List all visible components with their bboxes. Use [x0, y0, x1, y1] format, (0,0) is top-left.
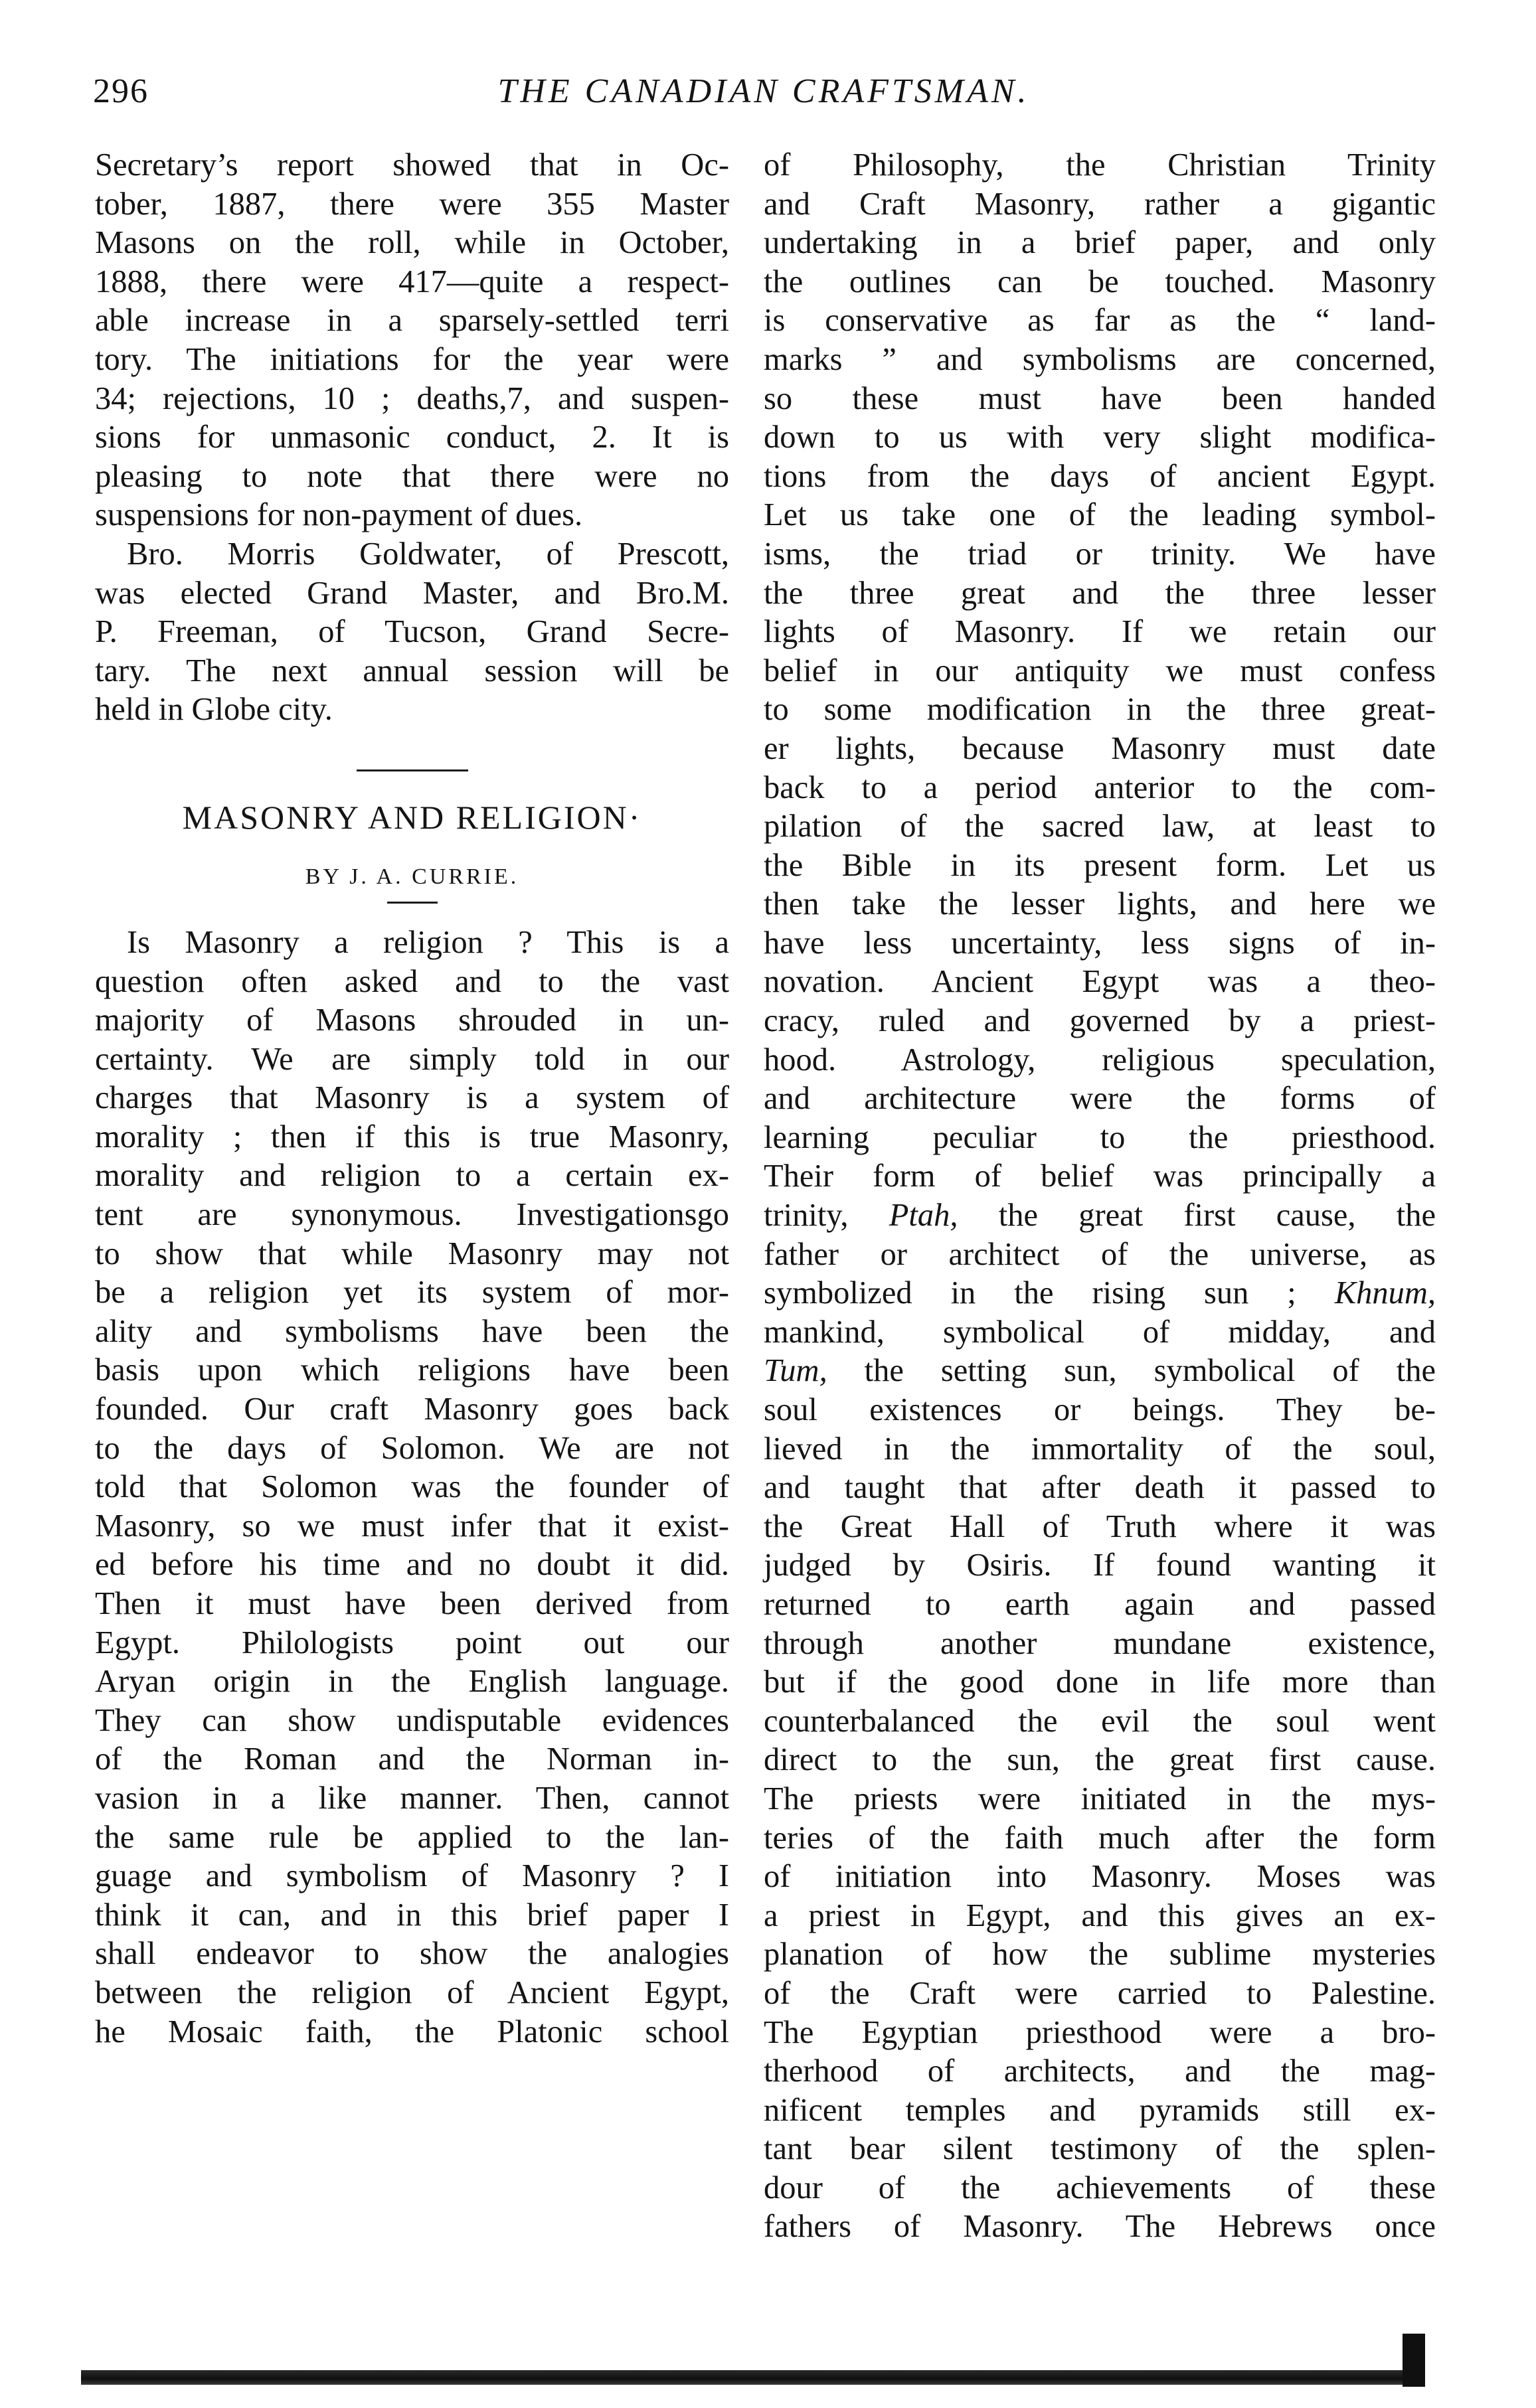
election-paragraph [95, 535, 729, 730]
text-line: of Philosophy, the Christian Trinity [764, 147, 1436, 183]
text-line: the outlines can be touched. Masonry [764, 264, 1436, 299]
text-line: belief in our antiquity we must confess [764, 653, 1436, 688]
text-line: think it can, and in this brief paper I [95, 1897, 729, 1933]
text-line: sions for unmasonic conduct, 2. It is [95, 420, 729, 455]
text-line: tant bear silent testimony of the splen- [764, 2131, 1436, 2167]
journal-title: THE CANADIAN CRAFTSMAN. [497, 72, 1030, 110]
text-line: lieved in the immortality of the soul, [764, 1431, 1436, 1467]
text-line: ality and symbolisms have been the [95, 1313, 729, 1349]
page-bottom-rule-end [1403, 2334, 1425, 2387]
text-line: father or architect of the universe, as [764, 1236, 1436, 1272]
text-line: Egypt. Philologists point out our [95, 1625, 729, 1660]
text-line: teries of the faith much after the form [764, 1820, 1436, 1856]
text-line: the Bible in its present form. Let us [764, 847, 1436, 883]
text-line: undertaking in a brief paper, and only [764, 225, 1436, 261]
text-line: dour of the achievements of these [764, 2170, 1436, 2206]
text-line: planation of how the sublime mysteries [764, 1937, 1436, 1972]
text-line: tary. The next annual session will be [95, 653, 729, 688]
text-line: judged by Osiris. If found wanting it [764, 1548, 1436, 1583]
text-line: and architecture were the forms of [764, 1081, 1436, 1117]
text-line: 34; rejections, 10 ; deaths,7, and suspen- [95, 380, 729, 416]
text-line: between the religion of Ancient Egypt, [95, 1974, 729, 2010]
text-line: is conservative as far as the “ land- [764, 303, 1436, 339]
text-line: Aryan origin in the English language. [95, 1664, 729, 1700]
text-line: isms, the triad or trinity. We have [764, 536, 1436, 572]
text-line: Let us take one of the leading symbol- [764, 497, 1436, 533]
text-line: Secretary’s report showed that in Oc- [95, 147, 729, 183]
article-title: MASONRY AND RELIGION· [182, 798, 642, 836]
text-line: counterbalanced the evil the soul went [764, 1703, 1436, 1739]
text-line: 1888, there were 417—quite a respect- [95, 264, 729, 299]
text-line: They can show undisputable evidences [95, 1702, 729, 1738]
article-body-right [764, 146, 1436, 2247]
deity-name: Ptah, [889, 1198, 958, 1234]
text-line: founded. Our craft Masonry goes back [95, 1392, 729, 1427]
text-line: told that Solomon was the founder of [95, 1469, 729, 1505]
text-line: he Mosaic faith, the Platonic school [95, 2014, 729, 2049]
article-byline: BY J. A. CURRIE. [305, 864, 519, 889]
text-line: the Great Hall of Truth where it was [764, 1508, 1436, 1544]
right-column [764, 146, 1436, 2247]
text-line: a priest in Egypt, and this gives an ex- [764, 1897, 1436, 1933]
text-line: tions from the days of ancient Egypt. [764, 458, 1436, 494]
text-line [764, 1274, 1436, 1313]
text-line: to some modification in the three great- [764, 692, 1436, 728]
text-line: marks ” and symbolisms are concerned, [764, 341, 1436, 377]
text-line: Their form of belief was principally a [764, 1159, 1436, 1194]
text-line: to the days of Solomon. We are not [95, 1430, 729, 1466]
text-line: tory. The initiations for the year were [95, 341, 729, 377]
section-divider [357, 769, 468, 771]
text-line: vasion in a like manner. Then, cannot [95, 1780, 729, 1816]
text-line: of initiation into Masonry. Moses was [764, 1859, 1436, 1895]
text-line: have less uncertainty, less signs of in- [764, 925, 1436, 961]
text-line: was elected Grand Master, and Bro.M. [95, 575, 729, 611]
text-line: mankind, symbolical of midday, and [764, 1314, 1436, 1350]
page-number: 296 [93, 72, 149, 110]
text-line: of the Craft were carried to Palestine. [764, 1975, 1436, 2011]
text-line: basis upon which religions have been [95, 1352, 729, 1388]
text-line: be a religion yet its system of mor- [95, 1275, 729, 1311]
line-fragment: symbolized in the rising sun ; [764, 1275, 1296, 1311]
text-line: but if the good done in life more than [764, 1664, 1436, 1700]
text-line: novation. Ancient Egypt was a theo- [764, 964, 1436, 1000]
text-line: pilation of the sacred law, at least to [764, 809, 1436, 844]
page-bottom-rule [81, 2370, 1422, 2385]
text-line: pleasing to note that there were no [95, 458, 729, 494]
text-line: Bro. Morris Goldwater, of Prescott, [127, 536, 729, 572]
text-line: hood. Astrology, religious speculation, [764, 1042, 1436, 1078]
text-line: nificent temples and pyramids still ex- [764, 2092, 1436, 2128]
text-line: ed before his time and no doubt it did. [95, 1547, 729, 1583]
text-line: down to us with very slight modifica- [764, 420, 1436, 455]
line-fragment: the setting sun, symbolical of the [864, 1353, 1436, 1389]
byline-divider [387, 902, 438, 904]
text-line: to show that while Masonry may not [95, 1236, 729, 1271]
text-line: the three great and the three lesser [764, 575, 1436, 611]
text-line: certainty. We are simply told in our [95, 1041, 729, 1077]
text-line: morality and religion to a certain ex- [95, 1158, 729, 1194]
running-head [93, 72, 1434, 118]
text-line: therhood of architects, and the mag- [764, 2053, 1436, 2089]
text-line: charges that Masonry is a system of [95, 1080, 729, 1116]
text-line: tober, 1887, there were 355 Master [95, 186, 729, 222]
deity-name: Khnum, [1334, 1275, 1436, 1311]
text-line: back to a period anterior to the com- [764, 769, 1436, 805]
text-line: direct to the sun, the great first cause. [764, 1742, 1436, 1778]
text-line: so these must have been handed [764, 380, 1436, 416]
text-line: held in Globe city. [95, 692, 333, 728]
text-line: er lights, because Masonry must date [764, 730, 1436, 766]
left-column [95, 146, 729, 2051]
text-line: and Craft Masonry, rather a gigantic [764, 186, 1436, 222]
text-line: lights of Masonry. If we retain our [764, 614, 1436, 650]
text-line: tent are synonymous. Investigationsgo [95, 1197, 729, 1233]
article-body-left [95, 923, 729, 2051]
text-line: then take the lesser lights, and here we [764, 886, 1436, 922]
text-line: soul existences or beings. They be- [764, 1392, 1436, 1427]
text-line: guage and symbolism of Masonry ? I [95, 1858, 729, 1894]
text-line: cracy, ruled and governed by a priest- [764, 1003, 1436, 1039]
text-line: returned to earth again and passed [764, 1586, 1436, 1622]
line-fragment: trinity, [764, 1198, 849, 1234]
text-line: suspensions for non-payment of dues. [95, 497, 583, 533]
text-line: able increase in a sparsely-settled terri [95, 303, 729, 339]
text-line [764, 1196, 1436, 1236]
text-line: Is Masonry a religion ? This is a [127, 924, 729, 960]
report-paragraph [95, 146, 729, 535]
text-line [764, 1352, 1436, 1391]
text-line: The priests were initiated in the mys- [764, 1781, 1436, 1816]
text-line: through another mundane existence, [764, 1625, 1436, 1661]
text-line: fathers of Masonry. The Hebrews once [764, 2209, 1436, 2245]
text-line: Then it must have been derived from [95, 1586, 729, 1621]
text-line: learning peculiar to the priesthood. [764, 1119, 1436, 1155]
text-line: Masonry, so we must infer that it exist- [95, 1508, 729, 1544]
text-line: question often asked and to the vast [95, 963, 729, 999]
text-line: majority of Masons shrouded in un- [95, 1003, 729, 1038]
text-line: of the Roman and the Norman in- [95, 1741, 729, 1777]
text-line: The Egyptian priesthood were a bro- [764, 2014, 1436, 2050]
deity-name: Tum, [764, 1353, 827, 1389]
text-line: P. Freeman, of Tucson, Grand Secre- [95, 614, 729, 650]
text-line: and taught that after death it passed to [764, 1470, 1436, 1506]
text-line: the same rule be applied to the lan- [95, 1819, 729, 1855]
text-line: morality ; then if this is true Masonry, [95, 1119, 729, 1155]
text-line: shall endeavor to show the analogies [95, 1936, 729, 1972]
line-fragment: the great first cause, the [998, 1198, 1436, 1234]
text-line: Masons on the roll, while in October, [95, 225, 729, 261]
